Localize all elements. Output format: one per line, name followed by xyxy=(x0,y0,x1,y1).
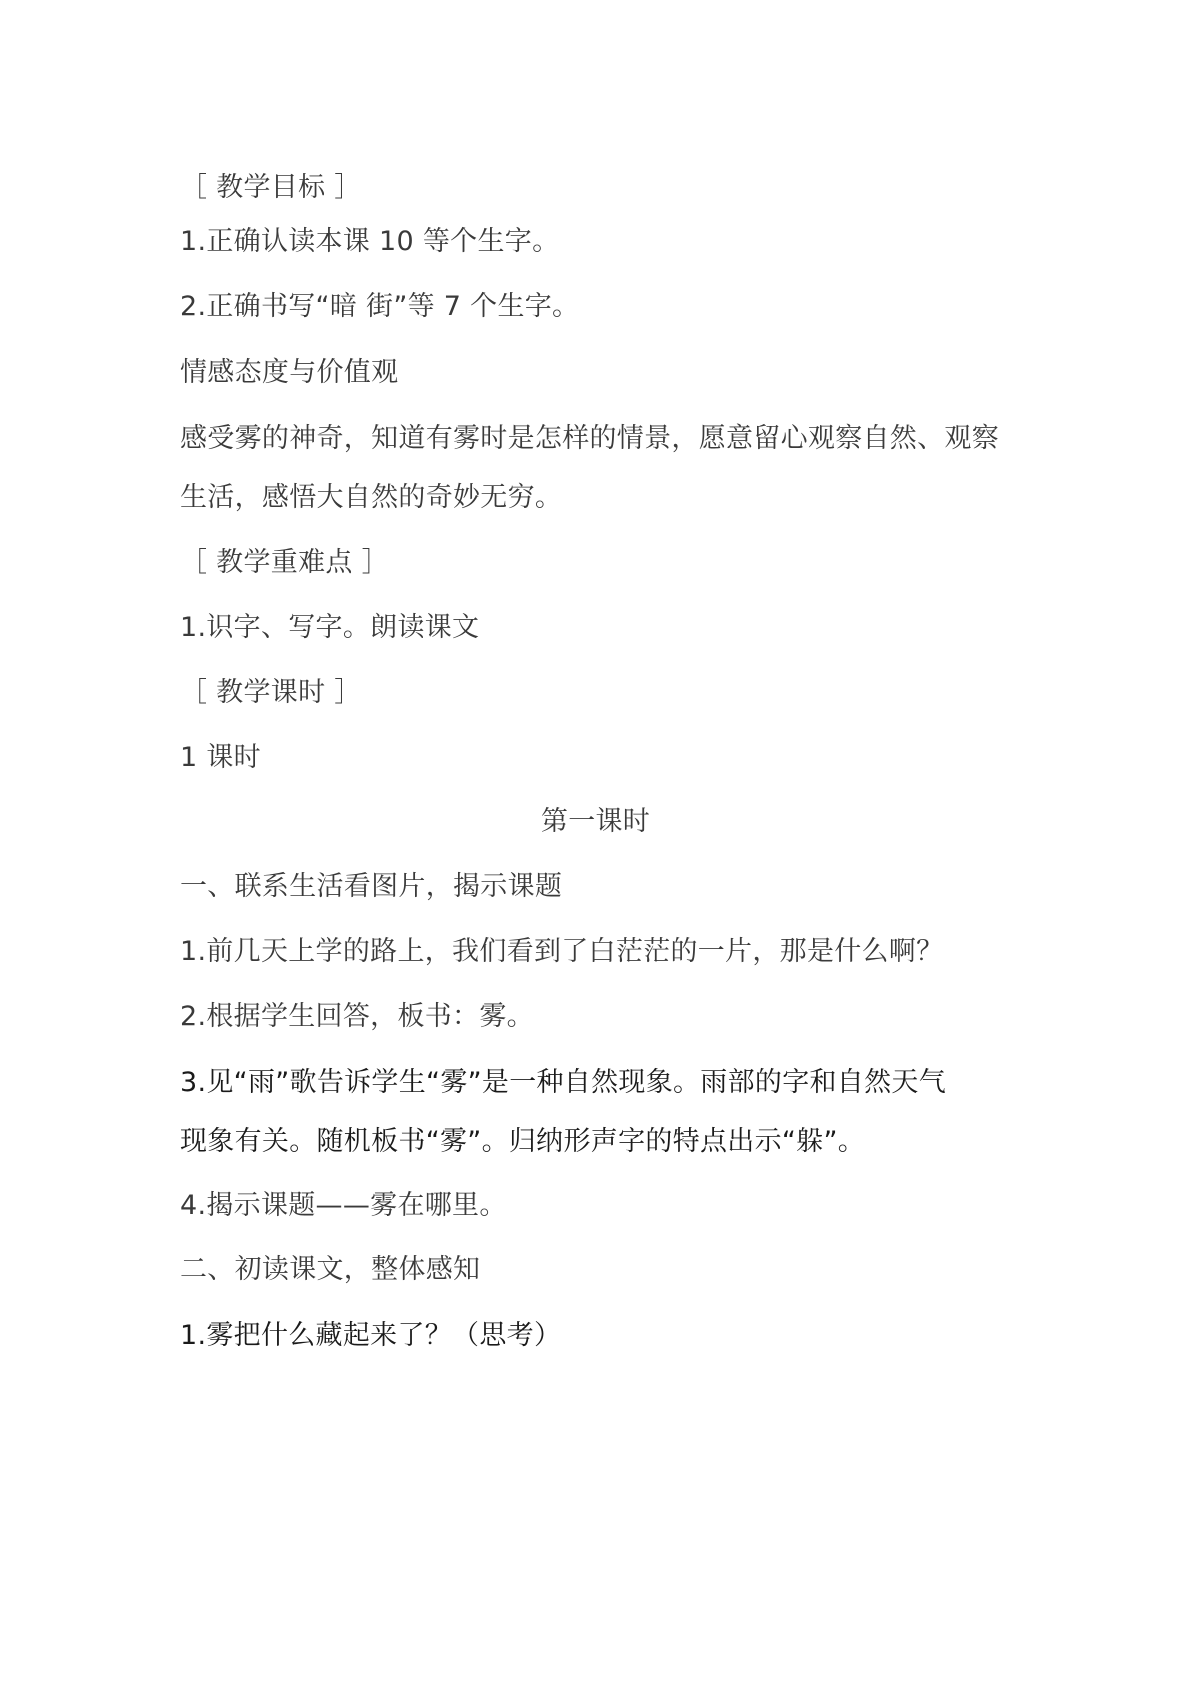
step-1-item-3-line-1: 3.见“雨”歌告诉学生“雾”是一种自然现象。雨部的字和自然天气 xyxy=(180,1067,947,1098)
paragraph-emotion-line-2: 生活，感悟大自然的奇妙无穷。 xyxy=(180,482,563,513)
section-heading-teaching-goals: ［ 教学目标 ］ xyxy=(180,172,362,203)
step-heading-1: 一、联系生活看图片，揭示课题 xyxy=(180,871,563,902)
step-2-item-1: 1.雾把什么藏起来了？（思考） xyxy=(180,1320,562,1351)
step-1-item-1: 1.前几天上学的路上，我们看到了白茫茫的一片，那是什么啊？ xyxy=(180,936,944,967)
goal-item-2: 2.正确书写“暗 街”等 7 个生字。 xyxy=(180,291,580,322)
subheading-emotion-values: 情感态度与价值观 xyxy=(180,357,399,388)
step-1-item-2: 2.根据学生回答，板书：雾。 xyxy=(180,1001,534,1032)
step-1-item-4: 4.揭示课题——雾在哪里。 xyxy=(180,1190,507,1221)
section-heading-class-hours: ［ 教学课时 ］ xyxy=(180,677,362,708)
class-hours-value: 1 课时 xyxy=(180,742,261,773)
section-heading-key-points: ［ 教学重难点 ］ xyxy=(180,547,389,578)
step-1-item-3-line-2: 现象有关。随机板书“雾”。归纳形声字的特点出示“躲”。 xyxy=(180,1126,866,1157)
lesson-title-first-period: 第一课时 xyxy=(540,806,651,837)
paragraph-emotion-line-1: 感受雾的神奇，知道有雾时是怎样的情景，愿意留心观察自然、观察 xyxy=(180,423,999,454)
step-heading-2: 二、初读课文，整体感知 xyxy=(180,1254,481,1285)
key-point-item-1: 1.识字、写字。朗读课文 xyxy=(180,612,480,643)
goal-item-1: 1.正确认读本课 10 等个生字。 xyxy=(180,226,560,257)
